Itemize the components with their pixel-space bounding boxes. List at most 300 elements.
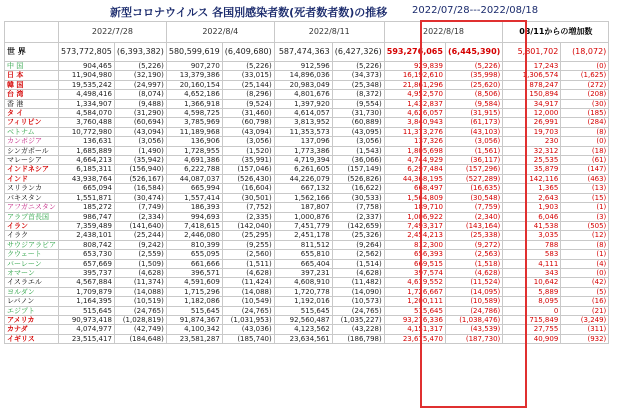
deaths-1-cell: (11,374) — [114, 278, 166, 287]
table-row — [5, 325, 609, 334]
deaths-1-cell: (43,094) — [114, 127, 166, 136]
deaths-3-cell: (43,095) — [332, 127, 384, 136]
cases-3-cell: 397,231 — [274, 268, 332, 277]
table-row — [5, 203, 609, 212]
increase-cases-cell: 1,903 — [503, 203, 561, 212]
deaths-2-cell: (8,296) — [222, 90, 274, 99]
cases-4-cell: 1,200,111 — [384, 297, 445, 306]
increase-cases-cell: 19,703 — [503, 127, 561, 136]
cases-1-cell: 1,334,907 — [59, 99, 115, 108]
table-row — [5, 109, 609, 118]
deaths-4-cell: (143,164) — [445, 221, 502, 230]
increase-cases-cell: 4,111 — [503, 259, 561, 268]
table-row — [5, 231, 609, 240]
increase-deaths-cell: (1) — [561, 250, 609, 259]
deaths-3-cell: (1,514) — [332, 259, 384, 268]
deaths-3-cell: (8,372) — [332, 90, 384, 99]
country-name: オマーン — [5, 268, 59, 277]
increase-cases-cell: 0 — [503, 306, 561, 315]
country-name: パキスタン — [5, 193, 59, 202]
deaths-4-cell: (10,589) — [445, 297, 502, 306]
cases-1-cell: 185,272 — [59, 203, 115, 212]
cases-1-cell: 395,737 — [59, 268, 115, 277]
cases-3-cell: 4,608,910 — [274, 278, 332, 287]
table-row — [5, 268, 609, 277]
cases-1-cell: 136,631 — [59, 137, 115, 146]
cases-1-cell: 653,730 — [59, 250, 115, 259]
table-row — [5, 193, 609, 202]
deaths-1-cell: (9,242) — [114, 240, 166, 249]
deaths-2-cell: (43,094) — [222, 127, 274, 136]
deaths-1-cell: (2,334) — [114, 212, 166, 221]
deaths-1-cell: (7,749) — [114, 203, 166, 212]
deaths-1-cell: (3,056) — [114, 137, 166, 146]
country-name: タ イ — [5, 109, 59, 118]
cases-4-cell: 4,151,317 — [384, 325, 445, 334]
cases-3-cell: 20,983,049 — [274, 80, 332, 89]
deaths-4-cell: (5,226) — [445, 62, 502, 71]
deaths-2-cell: (25,295) — [222, 231, 274, 240]
increase-deaths-cell: (18) — [561, 146, 609, 155]
deaths-4-cell: (43,539) — [445, 325, 502, 334]
country-name: エジプト — [5, 306, 59, 315]
deaths-4-cell: (31,915) — [445, 109, 502, 118]
country-name: カナダ — [5, 325, 59, 334]
deaths-3-cell: (24,765) — [332, 306, 384, 315]
cases-4-cell: 189,710 — [384, 203, 445, 212]
deaths-4-cell: (7,759) — [445, 203, 502, 212]
cases-1-cell: 904,465 — [59, 62, 115, 71]
deaths-2-cell: (11,424) — [222, 278, 274, 287]
deaths-1-cell: (141,640) — [114, 221, 166, 230]
country-name: インドネシア — [5, 165, 59, 174]
deaths-4-cell: (14,095) — [445, 287, 502, 296]
country-name: イラン — [5, 221, 59, 230]
cases-3-cell: 11,353,573 — [274, 127, 332, 136]
deaths-2-cell: (2,560) — [222, 250, 274, 259]
country-name: スリランカ — [5, 184, 59, 193]
cases-4-cell: 4,619,552 — [384, 278, 445, 287]
increase-deaths-cell: (1) — [561, 203, 609, 212]
increase-deaths-cell: (505) — [561, 221, 609, 230]
increase-cases-cell: 17,243 — [503, 62, 561, 71]
deaths-1-cell: (9,488) — [114, 99, 166, 108]
increase-deaths-cell: (21) — [561, 306, 609, 315]
cases-2-cell: 7,418,615 — [166, 221, 222, 230]
increase-deaths-cell: (42) — [561, 278, 609, 287]
cases-2-cell: 23,581,287 — [166, 334, 222, 343]
cases-4-cell: 3,840,943 — [384, 118, 445, 127]
title-row — [0, 0, 640, 22]
increase-cases-cell: 27,755 — [503, 325, 561, 334]
deaths-4-cell: (1,561) — [445, 146, 502, 155]
country-name: アフガニスタン — [5, 203, 59, 212]
increase-cases-cell: 2,643 — [503, 193, 561, 202]
table-row — [5, 174, 609, 183]
cases-2-cell: 2,446,080 — [166, 231, 222, 240]
increase-cases-cell: 583 — [503, 250, 561, 259]
deaths-3-cell: (7,758) — [332, 203, 384, 212]
cases-4-cell: 4,744,929 — [384, 156, 445, 165]
cases-1-cell: 23,515,417 — [59, 334, 115, 343]
cases-3-cell: 515,645 — [274, 306, 332, 315]
increase-cases-cell: 34,917 — [503, 99, 561, 108]
world-label: 世 界 — [5, 43, 59, 62]
cases-4-cell: 137,326 — [384, 137, 445, 146]
deaths-2-cell: (7,752) — [222, 203, 274, 212]
country-name: アメリカ — [5, 315, 59, 324]
deaths-4-cell: (4,628) — [445, 268, 502, 277]
increase-deaths-cell: (12) — [561, 231, 609, 240]
header-date-4: 2022/8/18 — [384, 22, 503, 43]
world-deaths-4: (6,445,390) — [445, 43, 502, 62]
country-name: イスラエル — [5, 278, 59, 287]
increase-cases-cell: 12,000 — [503, 109, 561, 118]
cases-4-cell: 668,497 — [384, 184, 445, 193]
world-increase-deaths: (18,072) — [561, 43, 609, 62]
cases-1-cell: 4,567,884 — [59, 278, 115, 287]
increase-cases-cell: 715,849 — [503, 315, 561, 324]
country-name: マレーシア — [5, 156, 59, 165]
country-name: カンボジア — [5, 137, 59, 146]
increase-cases-cell: 343 — [503, 268, 561, 277]
cases-4-cell: 2,454,213 — [384, 231, 445, 240]
increase-deaths-cell: (284) — [561, 118, 609, 127]
deaths-3-cell: (34,373) — [332, 71, 384, 80]
country-name: インド — [5, 174, 59, 183]
world-deaths-2: (6,409,680) — [222, 43, 274, 62]
increase-deaths-cell: (5) — [561, 287, 609, 296]
cases-2-cell: 1,715,296 — [166, 287, 222, 296]
increase-deaths-cell: (0) — [561, 268, 609, 277]
table-row — [5, 278, 609, 287]
cases-3-cell: 1,773,386 — [274, 146, 332, 155]
deaths-2-cell: (35,991) — [222, 156, 274, 165]
world-deaths-1: (6,393,382) — [114, 43, 166, 62]
increase-deaths-cell: (147) — [561, 165, 609, 174]
deaths-3-cell: (11,482) — [332, 278, 384, 287]
cases-3-cell: 665,404 — [274, 259, 332, 268]
cases-3-cell: 811,512 — [274, 240, 332, 249]
country-name: ベトナム — [5, 127, 59, 136]
cases-2-cell: 91,874,367 — [166, 315, 222, 324]
deaths-1-cell: (8,074) — [114, 90, 166, 99]
increase-cases-cell: 230 — [503, 137, 561, 146]
deaths-3-cell: (60,889) — [332, 118, 384, 127]
cases-3-cell: 1,397,920 — [274, 99, 332, 108]
cases-2-cell: 1,182,086 — [166, 297, 222, 306]
increase-deaths-cell: (0) — [561, 62, 609, 71]
world-increase-cases: 5,801,702 — [503, 43, 561, 62]
deaths-4-cell: (25,620) — [445, 80, 502, 89]
deaths-2-cell: (33,015) — [222, 71, 274, 80]
cases-2-cell: 396,571 — [166, 268, 222, 277]
deaths-3-cell: (36,066) — [332, 156, 384, 165]
deaths-1-cell: (1,028,819) — [114, 315, 166, 324]
cases-2-cell: 810,399 — [166, 240, 222, 249]
deaths-1-cell: (14,088) — [114, 287, 166, 296]
increase-deaths-cell: (13) — [561, 184, 609, 193]
deaths-1-cell: (184,648) — [114, 334, 166, 343]
cases-3-cell: 44,226,079 — [274, 174, 332, 183]
deaths-2-cell: (1,520) — [222, 146, 274, 155]
deaths-1-cell: (2,559) — [114, 250, 166, 259]
cases-4-cell: 4,952,570 — [384, 90, 445, 99]
deaths-2-cell: (14,088) — [222, 287, 274, 296]
increase-cases-cell: 6,046 — [503, 212, 561, 221]
table-row — [5, 156, 609, 165]
increase-deaths-cell: (311) — [561, 325, 609, 334]
deaths-3-cell: (30,533) — [332, 193, 384, 202]
increase-deaths-cell: (1,625) — [561, 71, 609, 80]
cases-3-cell: 14,896,036 — [274, 71, 332, 80]
deaths-1-cell: (60,694) — [114, 118, 166, 127]
cases-3-cell: 23,634,561 — [274, 334, 332, 343]
deaths-1-cell: (10,519) — [114, 297, 166, 306]
table-row — [5, 334, 609, 343]
increase-deaths-cell: (8) — [561, 240, 609, 249]
cases-1-cell: 1,164,395 — [59, 297, 115, 306]
country-name: クウェート — [5, 250, 59, 259]
deaths-4-cell: (43,103) — [445, 127, 502, 136]
cases-1-cell: 808,742 — [59, 240, 115, 249]
country-name: フィリピン — [5, 118, 59, 127]
increase-cases-cell: 41,538 — [503, 221, 561, 230]
header-increase: 08/11からの増加数 — [503, 22, 609, 43]
table-row — [5, 99, 609, 108]
cases-1-cell: 19,535,242 — [59, 80, 115, 89]
increase-deaths-cell: (8) — [561, 127, 609, 136]
cases-3-cell: 1,562,166 — [274, 193, 332, 202]
deaths-1-cell: (5,226) — [114, 62, 166, 71]
deaths-3-cell: (25,326) — [332, 231, 384, 240]
cases-4-cell: 44,368,195 — [384, 174, 445, 183]
increase-cases-cell: 32,312 — [503, 146, 561, 155]
cases-3-cell: 4,801,676 — [274, 90, 332, 99]
cases-4-cell: 656,393 — [384, 250, 445, 259]
country-name: シンガポール — [5, 146, 59, 155]
world-cases-1: 573,772,805 — [59, 43, 115, 62]
cases-2-cell: 4,591,609 — [166, 278, 222, 287]
cases-4-cell: 1,726,667 — [384, 287, 445, 296]
cases-1-cell: 4,584,070 — [59, 109, 115, 118]
deaths-4-cell: (1,038,476) — [445, 315, 502, 324]
deaths-2-cell: (31,460) — [222, 109, 274, 118]
table-row — [5, 62, 609, 71]
cases-4-cell: 812,300 — [384, 240, 445, 249]
cases-2-cell: 655,095 — [166, 250, 222, 259]
cases-1-cell: 2,438,101 — [59, 231, 115, 240]
increase-cases-cell: 1,365 — [503, 184, 561, 193]
world-cases-4: 593,276,065 — [384, 43, 445, 62]
deaths-4-cell: (35,998) — [445, 71, 502, 80]
deaths-2-cell: (10,549) — [222, 297, 274, 306]
deaths-4-cell: (30,548) — [445, 193, 502, 202]
deaths-2-cell: (3,056) — [222, 137, 274, 146]
table-row — [5, 259, 609, 268]
deaths-1-cell: (25,244) — [114, 231, 166, 240]
cases-2-cell: 44,087,037 — [166, 174, 222, 183]
deaths-1-cell: (32,190) — [114, 71, 166, 80]
cases-4-cell: 397,574 — [384, 268, 445, 277]
increase-deaths-cell: (61) — [561, 156, 609, 165]
cases-4-cell: 7,493,317 — [384, 221, 445, 230]
cases-4-cell: 16,192,610 — [384, 71, 445, 80]
cases-2-cell: 3,785,969 — [166, 118, 222, 127]
increase-deaths-cell: (4) — [561, 259, 609, 268]
cases-3-cell: 4,719,394 — [274, 156, 332, 165]
increase-cases-cell: 142,116 — [503, 174, 561, 183]
cases-2-cell: 4,652,186 — [166, 90, 222, 99]
cases-1-cell: 657,669 — [59, 259, 115, 268]
cases-2-cell: 4,691,386 — [166, 156, 222, 165]
increase-cases-cell: 35,879 — [503, 165, 561, 174]
deaths-2-cell: (25,144) — [222, 80, 274, 89]
cases-1-cell: 10,772,980 — [59, 127, 115, 136]
deaths-1-cell: (35,942) — [114, 156, 166, 165]
cases-4-cell: 6,297,484 — [384, 165, 445, 174]
table-row — [5, 165, 609, 174]
deaths-2-cell: (142,040) — [222, 221, 274, 230]
increase-deaths-cell: (16) — [561, 297, 609, 306]
table-row — [5, 90, 609, 99]
deaths-3-cell: (16,622) — [332, 184, 384, 193]
cases-table — [4, 21, 609, 344]
cases-3-cell: 667,132 — [274, 184, 332, 193]
deaths-1-cell: (24,765) — [114, 306, 166, 315]
deaths-4-cell: (61,173) — [445, 118, 502, 127]
deaths-1-cell: (42,749) — [114, 325, 166, 334]
cases-1-cell: 986,747 — [59, 212, 115, 221]
deaths-4-cell: (9,272) — [445, 240, 502, 249]
country-name: 台 湾 — [5, 90, 59, 99]
cases-2-cell: 186,393 — [166, 203, 222, 212]
table-row — [5, 287, 609, 296]
cases-3-cell: 92,560,487 — [274, 315, 332, 324]
header-country — [5, 22, 59, 43]
table-row — [5, 297, 609, 306]
cases-1-cell: 90,973,418 — [59, 315, 115, 324]
increase-cases-cell: 150,894 — [503, 90, 561, 99]
deaths-1-cell: (1,509) — [114, 259, 166, 268]
deaths-4-cell: (3,056) — [445, 137, 502, 146]
world-cases-2: 580,599,619 — [166, 43, 222, 62]
deaths-4-cell: (1,518) — [445, 259, 502, 268]
deaths-2-cell: (24,765) — [222, 306, 274, 315]
deaths-2-cell: (16,604) — [222, 184, 274, 193]
deaths-2-cell: (30,501) — [222, 193, 274, 202]
cases-1-cell: 7,359,489 — [59, 221, 115, 230]
deaths-4-cell: (24,786) — [445, 306, 502, 315]
cases-3-cell: 4,123,562 — [274, 325, 332, 334]
deaths-2-cell: (4,628) — [222, 268, 274, 277]
cases-1-cell: 665,094 — [59, 184, 115, 193]
deaths-4-cell: (25,338) — [445, 231, 502, 240]
deaths-3-cell: (526,826) — [332, 174, 384, 183]
header-date-3: 2022/8/11 — [274, 22, 384, 43]
deaths-1-cell: (16,584) — [114, 184, 166, 193]
table-row — [5, 250, 609, 259]
table-row — [5, 184, 609, 193]
world-row — [5, 43, 609, 62]
increase-deaths-cell: (272) — [561, 80, 609, 89]
deaths-2-cell: (526,430) — [222, 174, 274, 183]
cases-1-cell: 1,685,889 — [59, 146, 115, 155]
increase-deaths-cell: (208) — [561, 90, 609, 99]
country-name: 日 本 — [5, 71, 59, 80]
country-name: イギリス — [5, 334, 59, 343]
deaths-4-cell: (16,635) — [445, 184, 502, 193]
cases-2-cell: 1,557,414 — [166, 193, 222, 202]
country-name: アラブ首長国 — [5, 212, 59, 221]
deaths-3-cell: (2,337) — [332, 212, 384, 221]
deaths-4-cell: (157,296) — [445, 165, 502, 174]
deaths-1-cell: (30,474) — [114, 193, 166, 202]
cases-2-cell: 136,906 — [166, 137, 222, 146]
cases-2-cell: 907,270 — [166, 62, 222, 71]
cases-2-cell: 20,160,154 — [166, 80, 222, 89]
deaths-4-cell: (8,506) — [445, 90, 502, 99]
deaths-4-cell: (9,584) — [445, 99, 502, 108]
increase-deaths-cell: (30) — [561, 99, 609, 108]
header-date-1: 2022/7/28 — [59, 22, 167, 43]
cases-3-cell: 6,261,605 — [274, 165, 332, 174]
increase-deaths-cell: (185) — [561, 109, 609, 118]
deaths-3-cell: (1,035,227) — [332, 315, 384, 324]
table-row — [5, 212, 609, 221]
increase-cases-cell: 25,535 — [503, 156, 561, 165]
deaths-3-cell: (14,090) — [332, 287, 384, 296]
cases-1-cell: 11,904,980 — [59, 71, 115, 80]
table-row — [5, 71, 609, 80]
deaths-3-cell: (1,543) — [332, 146, 384, 155]
cases-3-cell: 7,451,779 — [274, 221, 332, 230]
cases-2-cell: 4,598,725 — [166, 109, 222, 118]
deaths-1-cell: (31,290) — [114, 109, 166, 118]
deaths-1-cell: (4,628) — [114, 268, 166, 277]
cases-3-cell: 2,451,178 — [274, 231, 332, 240]
deaths-3-cell: (25,348) — [332, 80, 384, 89]
deaths-4-cell: (11,524) — [445, 278, 502, 287]
world-cases-3: 587,474,363 — [274, 43, 332, 62]
deaths-3-cell: (9,554) — [332, 99, 384, 108]
cases-3-cell: 4,614,057 — [274, 109, 332, 118]
country-name: 中 国 — [5, 62, 59, 71]
table-row — [5, 240, 609, 249]
header-date-2: 2022/8/4 — [166, 22, 274, 43]
cases-4-cell: 1,564,809 — [384, 193, 445, 202]
deaths-1-cell: (156,940) — [114, 165, 166, 174]
cases-1-cell: 4,664,213 — [59, 156, 115, 165]
deaths-2-cell: (9,524) — [222, 99, 274, 108]
table-row — [5, 127, 609, 136]
cases-4-cell: 929,839 — [384, 62, 445, 71]
table-row — [5, 306, 609, 315]
increase-cases-cell: 8,095 — [503, 297, 561, 306]
cases-2-cell: 661,666 — [166, 259, 222, 268]
cases-1-cell: 1,551,871 — [59, 193, 115, 202]
deaths-2-cell: (2,335) — [222, 212, 274, 221]
deaths-3-cell: (5,226) — [332, 62, 384, 71]
cases-1-cell: 43,938,764 — [59, 174, 115, 183]
deaths-4-cell: (2,563) — [445, 250, 502, 259]
cases-2-cell: 6,222,788 — [166, 165, 222, 174]
deaths-3-cell: (4,628) — [332, 268, 384, 277]
deaths-3-cell: (43,228) — [332, 325, 384, 334]
cases-3-cell: 1,720,778 — [274, 287, 332, 296]
deaths-3-cell: (157,149) — [332, 165, 384, 174]
increase-deaths-cell: (463) — [561, 174, 609, 183]
